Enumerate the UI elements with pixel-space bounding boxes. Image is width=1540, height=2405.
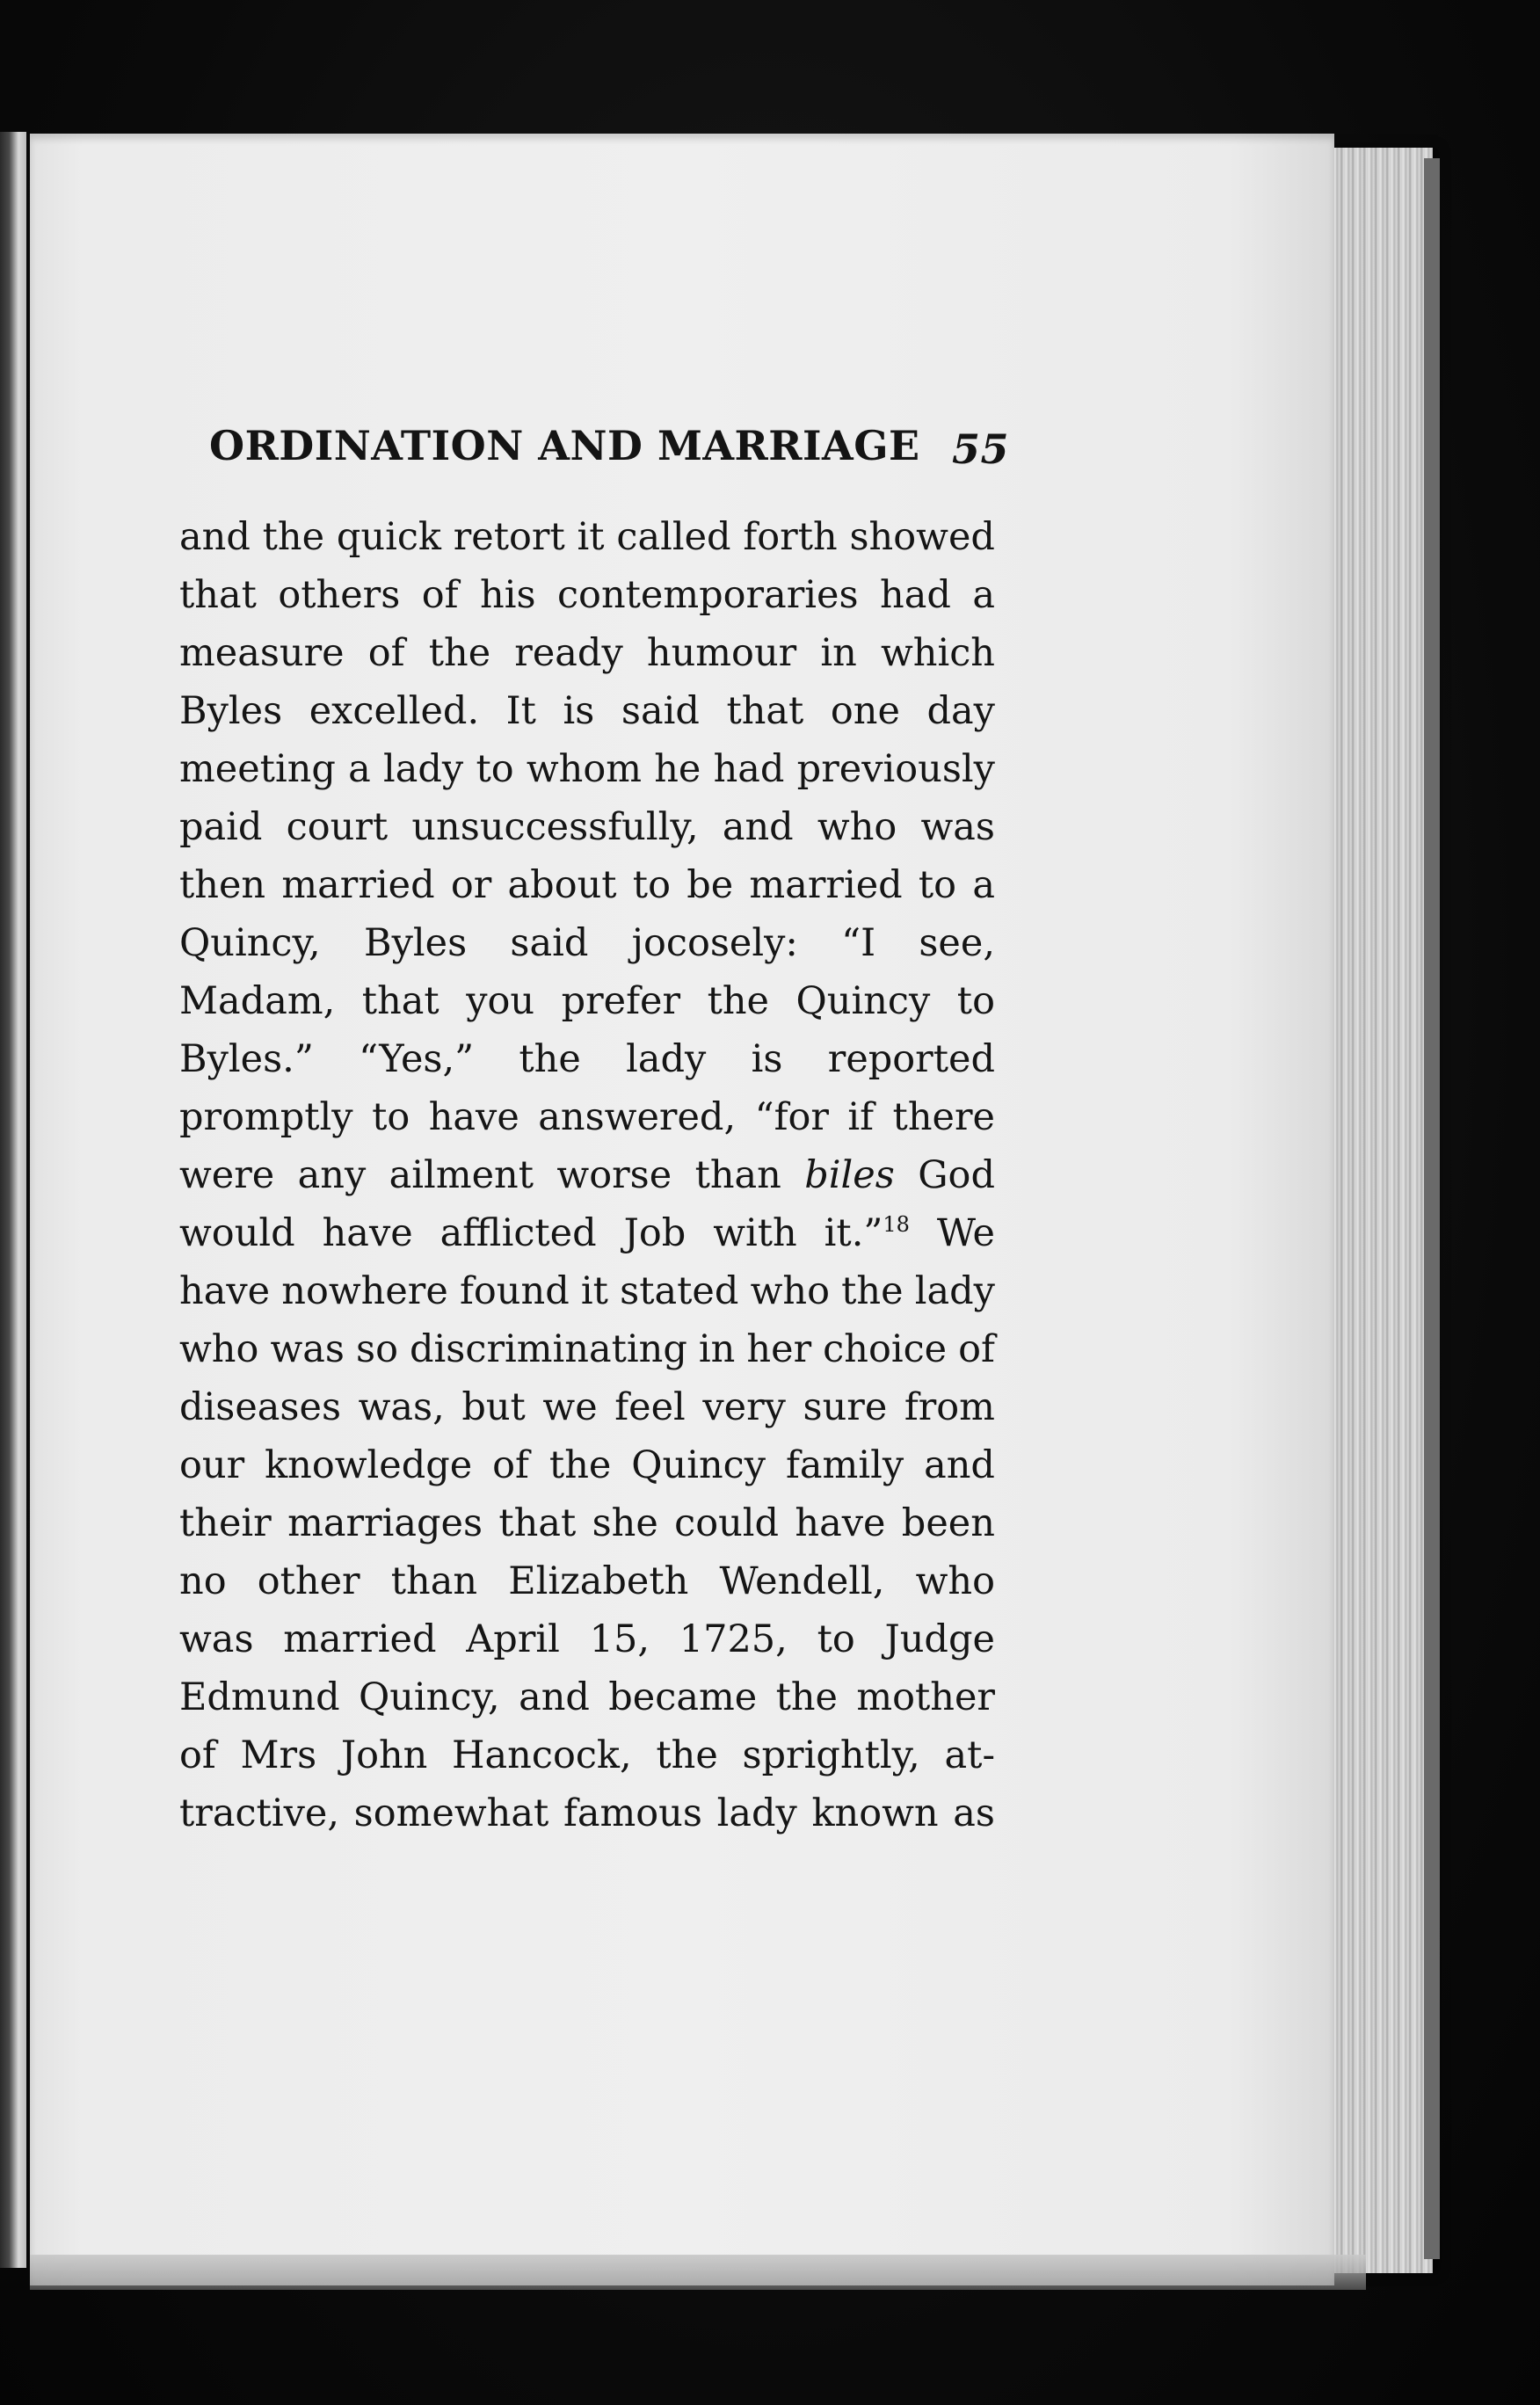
word: Job — [623, 1211, 686, 1255]
word: but — [461, 1385, 526, 1429]
word: he — [654, 747, 701, 791]
word: said — [510, 921, 589, 965]
word: who — [817, 805, 897, 849]
word: have — [322, 1211, 413, 1255]
word: from — [904, 1385, 995, 1429]
word: you — [466, 979, 535, 1023]
word: any — [297, 1153, 367, 1197]
word: stated — [620, 1269, 739, 1313]
word: married — [749, 863, 903, 907]
word: was — [270, 1327, 345, 1371]
word: meeting — [179, 747, 336, 791]
word: our — [179, 1443, 245, 1487]
word: prefer — [561, 979, 681, 1023]
word: Madam, — [179, 979, 336, 1023]
word: reported — [827, 1037, 995, 1081]
word: the — [548, 1443, 612, 1487]
text-line — [179, 1146, 995, 1204]
word: quick — [336, 515, 441, 559]
word: as — [953, 1791, 995, 1835]
word: somewhat — [353, 1791, 549, 1835]
word: or — [450, 863, 492, 907]
word: be — [686, 863, 734, 907]
word: to — [476, 747, 514, 791]
word: her — [746, 1327, 812, 1371]
word: biles — [804, 1153, 895, 1197]
word: was — [179, 1617, 254, 1661]
word: with — [713, 1211, 797, 1255]
word: God — [918, 1153, 995, 1197]
word: of — [179, 1733, 216, 1777]
word: the — [841, 1269, 904, 1313]
word: “I — [841, 921, 876, 965]
word: to — [372, 1095, 410, 1139]
word: a — [348, 747, 371, 791]
word: court — [286, 805, 389, 849]
word: one — [830, 689, 900, 733]
word: no — [179, 1559, 227, 1603]
word: that — [361, 979, 439, 1023]
word: his — [480, 573, 536, 617]
word: was — [920, 805, 995, 849]
word: family — [786, 1443, 904, 1487]
word: sure — [803, 1385, 888, 1429]
word: married — [283, 1617, 437, 1661]
word: contemporaries — [556, 573, 859, 617]
word: it.”18 — [824, 1211, 910, 1255]
text-line — [179, 914, 995, 972]
word: day — [926, 689, 995, 733]
word: we — [542, 1385, 598, 1429]
word: the — [775, 1675, 838, 1719]
word: who — [750, 1269, 830, 1313]
word: in — [698, 1327, 736, 1371]
word: answered, — [538, 1095, 737, 1139]
word: We — [936, 1211, 995, 1255]
word: she — [592, 1501, 658, 1545]
word: could — [674, 1501, 780, 1545]
word: tractive, — [179, 1791, 339, 1835]
word: the — [428, 631, 491, 675]
body-text — [179, 508, 995, 1842]
word: diseases — [179, 1385, 342, 1429]
word: knowledge — [265, 1443, 473, 1487]
word: a — [972, 863, 995, 907]
word: the — [707, 979, 769, 1023]
word: known — [811, 1791, 939, 1835]
text-line — [179, 1784, 995, 1842]
word: is — [563, 689, 595, 733]
running-head — [209, 422, 1010, 483]
word: Hancock, — [452, 1733, 632, 1777]
word: there — [892, 1095, 995, 1139]
word: been — [901, 1501, 995, 1545]
word: Quincy, — [358, 1675, 500, 1719]
running-head-title: ORDINATION AND MARRIAGE — [209, 422, 920, 469]
word: Mrs — [240, 1733, 317, 1777]
word: who — [179, 1327, 259, 1371]
word: found — [460, 1269, 570, 1313]
word: have — [795, 1501, 886, 1545]
word: married — [281, 863, 435, 907]
word: is — [751, 1037, 783, 1081]
word: the — [656, 1733, 718, 1777]
word: it — [577, 515, 605, 559]
text-line — [179, 1552, 995, 1610]
word: discriminating — [410, 1327, 687, 1371]
word: lady — [716, 1791, 797, 1835]
text-line — [179, 1088, 995, 1146]
word: humour — [646, 631, 797, 675]
word: and — [924, 1443, 995, 1487]
word: Quincy, — [179, 921, 321, 965]
previous-page-edge — [0, 132, 26, 2268]
word: which — [880, 631, 995, 675]
word: their — [179, 1501, 272, 1545]
word: mother — [856, 1675, 995, 1719]
word: unsuccessfully, — [411, 805, 699, 849]
word: have — [428, 1095, 519, 1139]
word: called — [616, 515, 731, 559]
word: nowhere — [281, 1269, 448, 1313]
word: Edmund — [179, 1675, 340, 1719]
word: in — [820, 631, 857, 675]
word: sprightly, — [742, 1733, 920, 1777]
text-line — [179, 1610, 995, 1668]
text-line — [179, 682, 995, 740]
word: jocosely: — [631, 921, 798, 965]
word: to — [918, 863, 957, 907]
text-line — [179, 1030, 995, 1088]
word: other — [257, 1559, 360, 1603]
word: lady — [383, 747, 464, 791]
word: said — [621, 689, 700, 733]
word: to — [632, 863, 671, 907]
book-cover-edge — [1424, 158, 1440, 2259]
word: that — [179, 573, 257, 617]
text-line — [179, 1262, 995, 1320]
word: 1725, — [679, 1617, 788, 1661]
word: and — [722, 805, 794, 849]
word: had — [880, 573, 951, 617]
word: were — [179, 1153, 275, 1197]
word: It — [505, 689, 536, 733]
word: and — [179, 515, 251, 559]
text-line — [179, 856, 995, 914]
word: of — [492, 1443, 529, 1487]
word: about — [507, 863, 617, 907]
word: excelled. — [309, 689, 480, 733]
word: Byles — [179, 689, 283, 733]
text-line — [179, 740, 995, 798]
word: of — [421, 573, 459, 617]
word: feel — [614, 1385, 686, 1429]
word: measure — [179, 631, 345, 675]
text-line — [179, 1320, 995, 1378]
word: it — [580, 1269, 608, 1313]
word: and — [519, 1675, 590, 1719]
word: whom — [526, 747, 642, 791]
word: was, — [358, 1385, 445, 1429]
word: showed — [849, 515, 995, 559]
word: that — [726, 689, 804, 733]
word: that — [498, 1501, 577, 1545]
word: Quincy — [795, 979, 931, 1023]
word: worse — [556, 1153, 672, 1197]
word: lady — [626, 1037, 707, 1081]
text-line — [179, 566, 995, 624]
text-line — [179, 798, 995, 856]
word: Wendell, — [719, 1559, 885, 1603]
word: very — [702, 1385, 786, 1429]
word: than — [390, 1559, 478, 1603]
word: the — [519, 1037, 581, 1081]
word: Elizabeth — [508, 1559, 689, 1603]
word: the — [262, 515, 325, 559]
word: “for — [754, 1095, 829, 1139]
word: Quincy — [631, 1443, 766, 1487]
word: Byles — [363, 921, 468, 965]
word: than — [694, 1153, 781, 1197]
text-line — [179, 1436, 995, 1494]
word: ailment — [389, 1153, 534, 1197]
word: others — [278, 573, 401, 617]
word: Judge — [884, 1617, 995, 1661]
text-line — [179, 1204, 995, 1262]
word: 15, — [589, 1617, 650, 1661]
page-bottom-edge — [30, 2255, 1366, 2290]
word: became — [608, 1675, 758, 1719]
word: to — [817, 1617, 855, 1661]
word: famous — [563, 1791, 702, 1835]
word: of — [958, 1327, 995, 1371]
word: promptly — [179, 1095, 353, 1139]
word: marriages — [287, 1501, 483, 1545]
word: choice — [823, 1327, 948, 1371]
word: John — [340, 1733, 428, 1777]
word: lady — [914, 1269, 995, 1313]
text-line — [179, 624, 995, 682]
word: so — [356, 1327, 398, 1371]
word: forth — [743, 515, 838, 559]
word: then — [179, 863, 266, 907]
word: who — [915, 1559, 995, 1603]
word: previously — [796, 747, 995, 791]
word: would — [179, 1211, 295, 1255]
text-line — [179, 1668, 995, 1726]
text-line — [179, 1726, 995, 1784]
text-line — [179, 508, 995, 566]
word: of — [367, 631, 405, 675]
word: to — [956, 979, 995, 1023]
word: see, — [919, 921, 995, 965]
page-number: 55 — [952, 425, 1010, 473]
word: “Yes,” — [359, 1037, 475, 1081]
word: ready — [514, 631, 623, 675]
word: had — [713, 747, 785, 791]
word: April — [466, 1617, 560, 1661]
word: afflicted — [439, 1211, 597, 1255]
word: Byles.” — [179, 1037, 314, 1081]
word: paid — [179, 805, 263, 849]
text-line — [179, 972, 995, 1030]
text-line — [179, 1494, 995, 1552]
word: a — [972, 573, 995, 617]
word: have — [179, 1269, 271, 1313]
word: at- — [944, 1733, 995, 1777]
text-line — [179, 1378, 995, 1436]
word: if — [847, 1095, 875, 1139]
word: retort — [453, 515, 565, 559]
